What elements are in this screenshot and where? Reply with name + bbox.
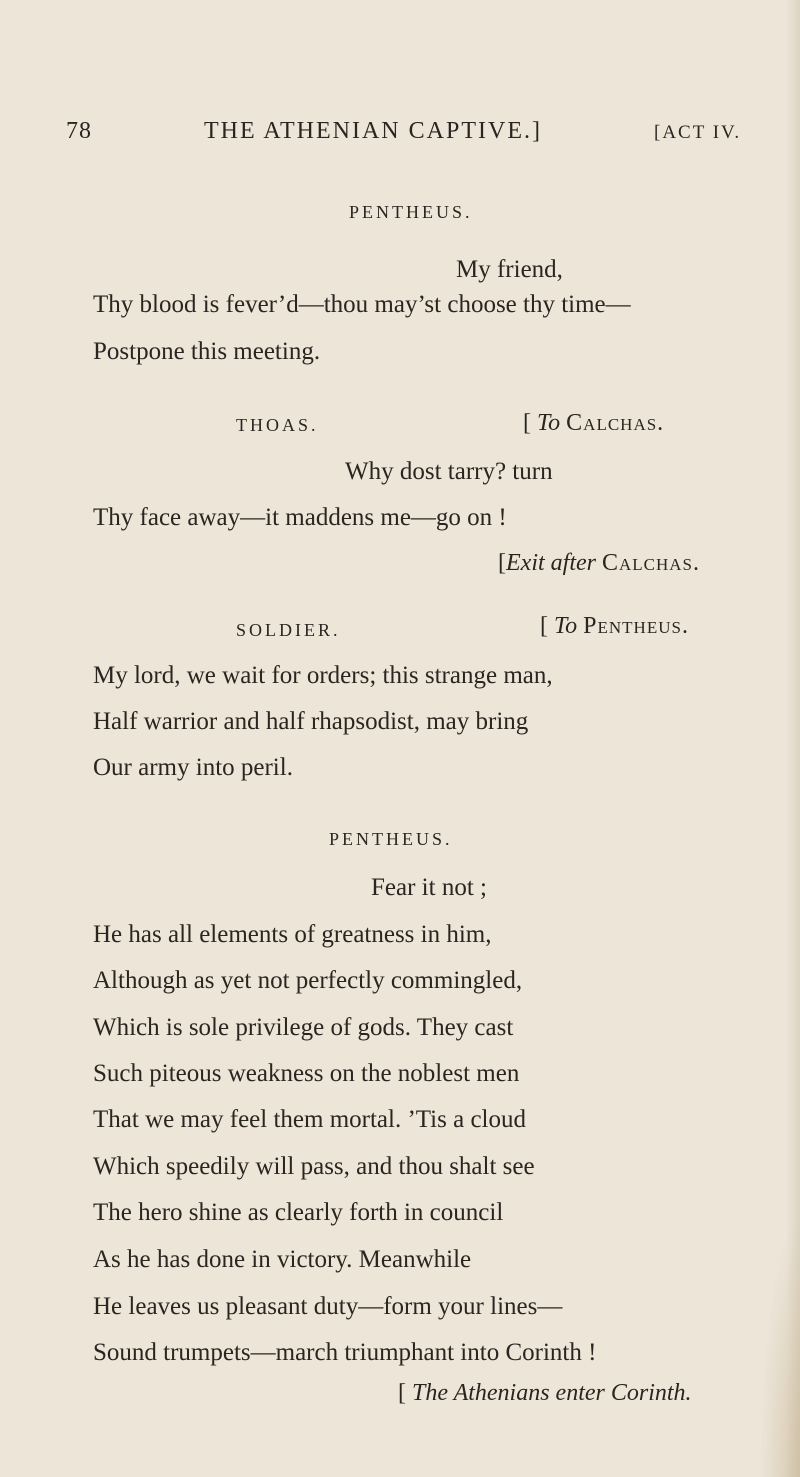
act-label: [ACT IV.	[654, 122, 742, 143]
verse-line: That we may feel them mortal. ’Tis a cloud	[93, 1106, 526, 1133]
stage-direction-exit: [Exit after Calchas.	[498, 550, 701, 576]
page-stain	[760, 1217, 800, 1477]
verse-line: Which is sole privilege of gods. They cast	[93, 1014, 514, 1041]
verse-line: Although as yet not perfectly commingled,	[93, 967, 523, 994]
page-number: 78	[66, 118, 92, 144]
stage-direction: [ To Calchas.	[523, 410, 665, 436]
verse-line: My lord, we wait for orders; this strange man,	[93, 662, 553, 689]
verse-line: My friend,	[456, 256, 563, 283]
speaker-name: PENTHEUS.	[329, 829, 453, 849]
stage-direction: [ To Pentheus.	[540, 613, 689, 639]
speaker-name: PENTHEUS.	[349, 202, 473, 222]
verse-line: Our army into peril.	[93, 754, 293, 781]
running-title: THE ATHENIAN CAPTIVE.]	[204, 118, 542, 144]
verse-line: The hero shine as clearly forth in council	[93, 1199, 504, 1226]
verse-line: Fear it not ;	[371, 874, 487, 901]
verse-line: As he has done in victory. Meanwhile	[93, 1246, 472, 1273]
verse-line: He has all elements of greatness in him,	[93, 921, 492, 948]
verse-line: He leaves us pleasant duty—form your lines—	[93, 1293, 563, 1320]
verse-line: Sound trumpets—march triumphant into Corinth !	[93, 1339, 597, 1366]
speaker-name: THOAS.	[236, 415, 319, 435]
verse-line: Thy blood is fever’d—thou may’st choose thy time—	[93, 291, 631, 318]
verse-line: Such piteous weakness on the noblest men	[93, 1060, 520, 1087]
stage-direction-exit: [ The Athenians enter Corinth.	[398, 1380, 692, 1406]
verse-line: Which speedily will pass, and thou shalt see	[93, 1153, 535, 1180]
verse-line: Postpone this meeting.	[93, 338, 321, 365]
verse-line: Thy face away—it maddens me—go on !	[93, 504, 507, 531]
verse-line: Why dost tarry? turn	[345, 458, 553, 485]
speaker-name: SOLDIER.	[236, 620, 341, 640]
verse-line: Half warrior and half rhapsodist, may bring	[93, 708, 529, 735]
